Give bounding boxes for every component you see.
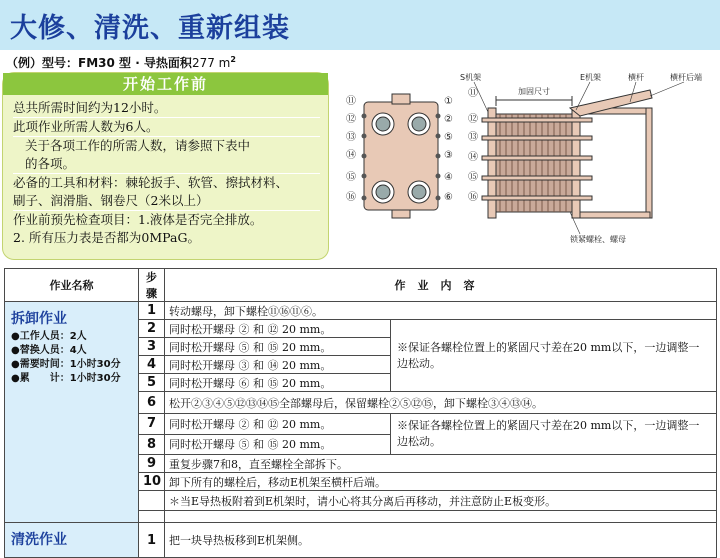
table-row [5,523,717,558]
step-text: 同时松开螺母 ② 和 ⑫ 20 mm。 [165,414,391,435]
page-title: 大修、清洗、重新组装 [10,13,290,44]
step-text: 重复步骤7和8，直至螺栓全部拆下。 [165,455,717,473]
step-text: 把一块导热板移到E机架侧。 [165,523,717,558]
step-text: 松开②③④⑤⑫⑬⑭⑮全部螺母后，保留螺栓②⑤⑫⑮，卸下螺栓③④⑬⑭。 [165,392,717,414]
section-detail: ●需要时间：1小时30分 [11,359,121,370]
step-number: 7 [139,414,165,435]
label-clamp-dimension: 加固尺寸 [518,87,550,96]
section-detail: ●替换人员：4人 [11,345,87,356]
title-banner [0,0,720,50]
step-number: 9 [139,455,165,473]
step-number: 4 [139,356,165,374]
bolt-number: ⑥ [444,192,453,203]
section-title: 拆卸作业 [11,311,67,327]
section-detail: ●工作人员：2人 [11,331,87,342]
label-crossbar-end: 横杆后端 [670,73,702,82]
step-number: 5 [139,374,165,392]
step-number: 1 [139,302,165,320]
start-line: 关于各项工作的所需人数，请参照下表中 [25,138,251,153]
start-heading: 开始工作前 [122,75,208,93]
side-number: ⑪ [468,88,478,99]
step-number: 8 [139,434,165,455]
section-title: 清洗作业 [11,532,67,548]
table-header-row [5,269,717,302]
start-line: 必备的工具和材料：棘轮扳手、软管、擦拭材料、 [13,175,289,190]
section-cleaning [5,523,139,558]
step-number: 3 [139,338,165,356]
label-crossbar: 横杆 [628,73,644,82]
bolt-number: ⑪ [346,96,356,107]
front-view [362,94,441,218]
procedure-table [4,268,717,558]
label-e-frame: E机架 [580,73,602,82]
step-note: ※保证各螺栓位置上的紧固尺寸差在20 mm以下，一边调整一边松动。 [391,414,717,455]
side-number: ⑯ [468,192,478,203]
step-spacer [165,511,717,523]
step-note: ※保证各螺栓位置上的紧固尺寸差在20 mm以下，一边调整一边松动。 [391,320,717,392]
bolt-number: ① [444,96,453,107]
bolt-number: ③ [444,150,453,161]
side-number: ⑮ [468,172,478,183]
start-line: 作业前预先检查项目：1.液体是否完全排放。 [13,212,263,227]
bolt-number: ⑮ [346,172,356,183]
step-text: 同时松开螺母 ⑤ 和 ⑮ 20 mm。 [165,338,391,356]
section-detail: ●累 计：1小时30分 [11,373,121,384]
step-spacer [139,511,165,523]
col-header-content: 作业内容 [165,269,717,302]
bolt-number: ⑭ [346,150,356,161]
step-number: 6 [139,392,165,414]
step-number: 1 [139,523,165,558]
bolt-number: ⑬ [346,132,356,143]
start-line: 的各项。 [13,155,320,174]
step-text: 同时松开螺母 ② 和 ⑫ 20 mm。 [165,320,391,338]
model-prefix: （例）型号：FM30 型 · 导热面积 [6,56,192,70]
table-row [5,302,717,320]
side-number: ⑫ [468,114,478,125]
bolt-number: ⑤ [444,132,453,143]
step-number: 2 [139,320,165,338]
step-number: 10 [139,473,165,491]
bolt-number: ⑫ [346,114,356,125]
start-body [3,95,328,247]
heat-area: 277 m [191,56,231,70]
col-header-step: 步骤 [139,269,165,302]
bolt-number: ② [444,114,453,125]
model-line [6,54,236,71]
step-text: 同时松开螺母 ⑥ 和 ⑮ 20 mm。 [165,374,391,392]
step-text: 卸下所有的螺栓后，移动E机架至横杆后端。 [165,473,717,491]
label-lock-bolt: 锁紧螺栓、螺母 [570,235,626,244]
label-s-frame: S机架 [460,73,482,82]
heat-exchanger-diagram [340,72,718,252]
bolt-number: ④ [444,172,453,183]
area-unit-sup: 2 [230,55,236,64]
start-work-box [2,72,329,260]
start-heading-bar [3,73,328,95]
side-number: ⑬ [468,132,478,143]
side-number: ⑭ [468,152,478,163]
start-line: 总共所需时间约为12小时。 [13,99,320,118]
side-view [482,90,652,218]
bolt-number: ⑯ [346,192,356,203]
step-number [139,491,165,511]
section-disassembly [5,302,139,523]
step-text: 同时松开螺母 ③ 和 ⑭ 20 mm。 [165,356,391,374]
step-text: 转动螺母，卸下螺栓⑪⑯⑪⑥。 [165,302,717,320]
col-header-name: 作业名称 [5,269,139,302]
start-line: 此项作业所需人数为6人。 [13,118,320,137]
step-subnote: ＊当E导热板附着到E机架时，请小心将其分离后再移动，并注意防止E板变形。 [165,491,717,511]
step-text: 同时松开螺母 ⑤ 和 ⑮ 20 mm。 [165,434,391,455]
start-line: 2. 所有压力表是否都为0MPaG。 [13,230,200,245]
start-line: 刷子、润滑脂、钢卷尺（2米以上） [13,192,320,211]
